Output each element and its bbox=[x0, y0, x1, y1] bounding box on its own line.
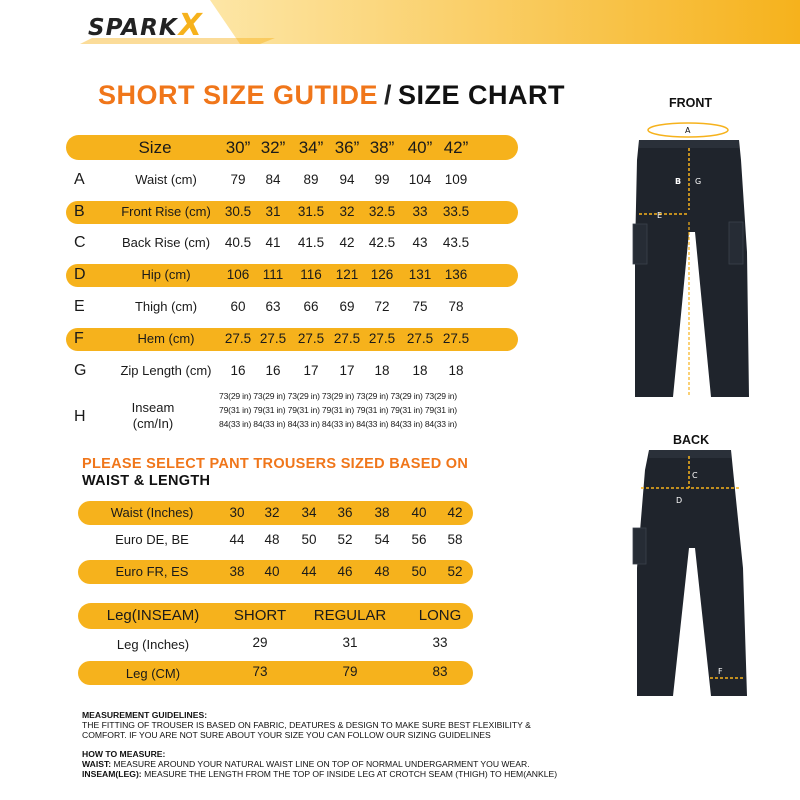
brand-name: SPARK bbox=[88, 15, 178, 41]
size-row-letter: B bbox=[74, 203, 85, 220]
brand-logo bbox=[88, 8, 203, 43]
size-row-label: Hem (cm) bbox=[137, 331, 195, 346]
how-to-measure-heading: HOW TO MEASURE: bbox=[82, 749, 166, 759]
size-row-value: 84 bbox=[265, 172, 281, 187]
how-to-measure-inseam: INSEAM(LEG): MEASURE THE LENGTH FROM THE TOP OF INSIDE LEG AT CROTCH SEAM (THIGH) TO HEM(ANKLE) bbox=[82, 769, 558, 779]
size-header-label: Size bbox=[138, 138, 172, 157]
size-header-col: 38” bbox=[369, 138, 395, 157]
inseam-values-line: 79(31 in) 79(31 in) 79(31 in) 79(31 in) 79(31 in) 79(31 in) 79(31 in) bbox=[219, 405, 457, 415]
size-row-value: 111 bbox=[262, 267, 284, 282]
size-row-value: 79 bbox=[230, 172, 246, 187]
select-note-line1: PLEASE SELECT PANT TROUSERS SIZED BASED ON bbox=[82, 456, 469, 472]
size-row-value: 94 bbox=[339, 172, 355, 187]
size-row-value: 126 bbox=[370, 267, 394, 282]
leg-row-value: 73 bbox=[252, 664, 268, 679]
size-row-value: 42 bbox=[339, 235, 355, 250]
waist-row-label: Euro DE, BE bbox=[115, 532, 189, 547]
leg-row-value: 29 bbox=[252, 635, 268, 650]
size-header-col: 32” bbox=[260, 138, 286, 157]
size-row-letter: E bbox=[74, 298, 85, 315]
title-separator: / bbox=[384, 80, 393, 110]
waist-row-value: 50 bbox=[301, 532, 317, 547]
size-row-label: Thigh (cm) bbox=[134, 299, 198, 314]
waist-row-value: 30 bbox=[229, 505, 245, 520]
size-header-col: 34” bbox=[298, 138, 324, 157]
size-row-value: 32.5 bbox=[368, 204, 396, 219]
size-row-value: 27.5 bbox=[406, 331, 434, 346]
title-size-chart: SIZE CHART bbox=[398, 80, 566, 110]
size-row-letter: G bbox=[74, 362, 87, 379]
size-row-value: 89 bbox=[303, 172, 319, 187]
select-note-line2: WAIST & LENGTH bbox=[82, 473, 211, 489]
size-row-label: Waist (cm) bbox=[135, 172, 197, 187]
guidelines-line1: THE FITTING OF TROUSER IS BASED ON FABRIC, DEATURES & DESIGN TO MAKE SURE BEST FLEXIBILITY & bbox=[82, 720, 531, 730]
waist-row-value: 48 bbox=[374, 564, 390, 579]
size-row-letter: F bbox=[74, 330, 84, 347]
waist-row-value: 44 bbox=[301, 564, 317, 579]
waist-row-value: 48 bbox=[264, 532, 280, 547]
inseam-values-line: 73(29 in) 73(29 in) 73(29 in) 73(29 in) 73(29 in) 73(29 in) 73(29 in) bbox=[219, 391, 457, 401]
waist-row-label: Waist (Inches) bbox=[110, 505, 194, 520]
size-row-letter: C bbox=[74, 234, 86, 251]
waist-row-value: 40 bbox=[411, 505, 427, 520]
size-row-value: 75 bbox=[412, 299, 428, 314]
size-row-value: 17 bbox=[339, 363, 355, 378]
title-short-size-guide: SHORT SIZE GUTIDE bbox=[98, 80, 379, 110]
leg-header-col: REGULAR bbox=[313, 607, 387, 624]
waist-row-value: 52 bbox=[337, 532, 353, 547]
size-row-value: 116 bbox=[300, 267, 322, 282]
size-header-col: 36” bbox=[334, 138, 360, 157]
guidelines-line2: COMFORT. IF YOU ARE NOT SURE ABOUT YOUR SIZE YOU CAN FOLLOW OUR SIZING GUIDELINES bbox=[82, 730, 491, 740]
size-row-value: 32 bbox=[339, 204, 355, 219]
waist-row-value: 36 bbox=[337, 505, 353, 520]
front-view-label: FRONT bbox=[669, 96, 713, 110]
waist-row-value: 50 bbox=[411, 564, 427, 579]
marker-a: A bbox=[685, 126, 691, 135]
waist-row-label: Euro FR, ES bbox=[115, 564, 189, 579]
waist-row-value: 56 bbox=[411, 532, 427, 547]
marker-g: G bbox=[695, 177, 702, 186]
leg-row-value: 31 bbox=[342, 635, 358, 650]
back-pants-shape bbox=[637, 450, 747, 696]
marker-f: F bbox=[718, 667, 723, 676]
waist-row-value: 34 bbox=[301, 505, 317, 520]
size-row-value: 63 bbox=[265, 299, 281, 314]
leg-row-value: 83 bbox=[432, 664, 448, 679]
waist-row-value: 40 bbox=[264, 564, 280, 579]
size-row-value: 41 bbox=[265, 235, 281, 250]
leg-row-value: 79 bbox=[342, 664, 358, 679]
header-accent-shape bbox=[210, 0, 800, 44]
size-row-value: 43.5 bbox=[442, 235, 470, 250]
leg-row-label: Leg (CM) bbox=[125, 666, 181, 681]
size-row-value: 18 bbox=[374, 363, 390, 378]
size-row-value: 27.5 bbox=[297, 331, 325, 346]
leg-header-label: Leg(INSEAM) bbox=[106, 607, 200, 624]
size-row-value: 42.5 bbox=[368, 235, 396, 250]
waist-row-value: 52 bbox=[447, 564, 463, 579]
waist-row-value: 58 bbox=[447, 532, 463, 547]
size-row-letter: A bbox=[74, 171, 85, 188]
size-row-value: 40.5 bbox=[224, 235, 252, 250]
waist-row-value: 32 bbox=[264, 505, 280, 520]
size-row-letter: D bbox=[74, 266, 86, 283]
size-row-value: 131 bbox=[408, 267, 432, 282]
back-pants-illustration bbox=[615, 448, 785, 698]
waist-row-value: 42 bbox=[447, 505, 463, 520]
inseam-values-line: 84(33 in) 84(33 in) 84(33 in) 84(33 in) 84(33 in) 84(33 in) 84(33 in) bbox=[219, 419, 457, 429]
inseam-label-line1: Inseam bbox=[131, 400, 175, 415]
size-row-label: Front Rise (cm) bbox=[121, 204, 211, 219]
size-row-value: 72 bbox=[374, 299, 390, 314]
how-to-measure-waist: WAIST: MEASURE AROUND YOUR NATURAL WAIST LINE ON TOP OF NORMAL UNDERGARMENT YOU WEAR. bbox=[82, 759, 530, 769]
size-row-value: 27.5 bbox=[368, 331, 396, 346]
size-row-value: 109 bbox=[444, 172, 468, 187]
leg-header-col: SHORT bbox=[233, 607, 287, 624]
leg-row-value: 33 bbox=[432, 635, 448, 650]
size-row-value: 31.5 bbox=[297, 204, 325, 219]
size-row-value: 69 bbox=[339, 299, 355, 314]
back-view-label: BACK bbox=[673, 433, 710, 447]
size-row-label: Hip (cm) bbox=[141, 267, 191, 282]
size-row-value: 18 bbox=[412, 363, 428, 378]
size-row-value: 78 bbox=[448, 299, 464, 314]
inseam-label-line2: (cm/In) bbox=[132, 416, 174, 431]
waist-row-value: 38 bbox=[374, 505, 390, 520]
marker-d: D bbox=[676, 496, 683, 505]
size-row-value: 104 bbox=[408, 172, 432, 187]
marker-e: E bbox=[657, 211, 663, 220]
size-row-value: 31 bbox=[265, 204, 281, 219]
size-row-value: 30.5 bbox=[224, 204, 252, 219]
size-row-value: 43 bbox=[412, 235, 428, 250]
size-row-value: 16 bbox=[265, 363, 281, 378]
size-row-value: 99 bbox=[374, 172, 390, 187]
size-header-col: 40” bbox=[407, 138, 433, 157]
leg-header-col: LONG bbox=[418, 607, 462, 624]
brand-mark: X bbox=[178, 8, 203, 43]
leg-row-label: Leg (Inches) bbox=[116, 637, 190, 652]
waist-row-value: 46 bbox=[337, 564, 353, 579]
front-pants-illustration bbox=[615, 112, 785, 402]
size-row-value: 27.5 bbox=[224, 331, 252, 346]
marker-c: C bbox=[692, 471, 698, 480]
waist-row-value: 54 bbox=[374, 532, 390, 547]
size-header-col: 30” bbox=[225, 138, 251, 157]
size-row-value: 33 bbox=[412, 204, 428, 219]
size-row-value: 60 bbox=[230, 299, 246, 314]
size-row-value: 16 bbox=[230, 363, 246, 378]
waist-row-value: 44 bbox=[229, 532, 245, 547]
size-row-label: Zip Length (cm) bbox=[120, 363, 212, 378]
marker-h: H bbox=[692, 263, 699, 272]
size-row-value: 27.5 bbox=[333, 331, 361, 346]
waist-row-value: 38 bbox=[229, 564, 245, 579]
size-row-value: 41.5 bbox=[297, 235, 325, 250]
size-row-label: Back Rise (cm) bbox=[121, 235, 211, 250]
size-header-col: 42” bbox=[443, 138, 469, 157]
size-row-value: 136 bbox=[444, 267, 468, 282]
size-row-value: 106 bbox=[226, 267, 250, 282]
size-row-value: 27.5 bbox=[442, 331, 470, 346]
marker-b: B bbox=[675, 177, 682, 186]
size-row-value: 17 bbox=[303, 363, 319, 378]
inseam-row-letter: H bbox=[74, 408, 86, 425]
page-title bbox=[98, 80, 565, 111]
size-row-value: 33.5 bbox=[442, 204, 470, 219]
size-row-value: 66 bbox=[303, 299, 319, 314]
size-row-value: 27.5 bbox=[259, 331, 287, 346]
size-row-value: 121 bbox=[335, 267, 359, 282]
guidelines-heading: MEASUREMENT GUIDELINES: bbox=[82, 710, 208, 720]
size-row-value: 18 bbox=[448, 363, 464, 378]
